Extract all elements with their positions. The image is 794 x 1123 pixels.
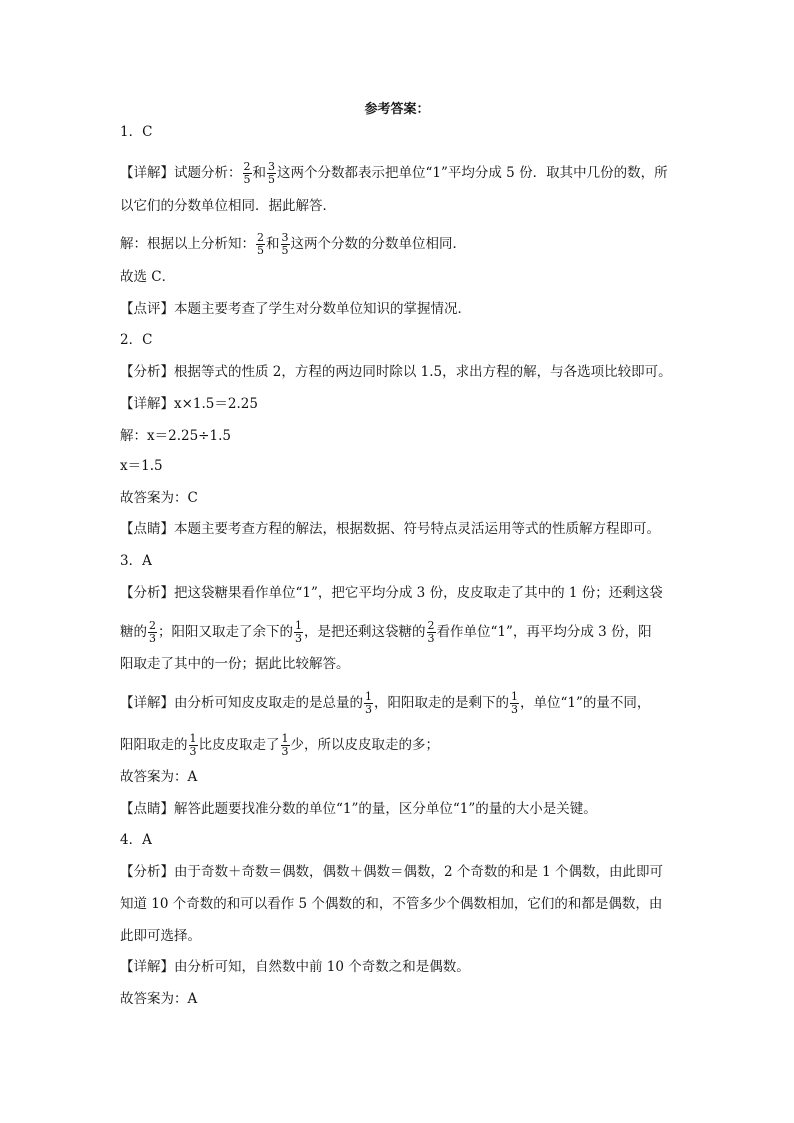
q2-solution-2: x＝1.5 [120, 458, 163, 474]
numerator: 2 [427, 619, 435, 632]
numerator: 2 [243, 160, 251, 173]
detail-tag: 【详解】 [120, 165, 174, 181]
text: 比皮皮取走了 [198, 737, 280, 753]
q1-solution-line [120, 232, 466, 257]
page-title: 参考答案： [364, 102, 430, 117]
text: 解答此题要找准分数的单位“1”的量，区分单位“1”的量的大小是关键。 [174, 801, 597, 817]
denominator: 3 [281, 745, 289, 758]
q4-analysis-line2: 知道 10 个奇数的和可以看作 5 个偶数的和，不管多少个偶数相加，它们的和都是偶数，由 [120, 896, 663, 912]
q2-answer: 故答案为：C [120, 490, 198, 506]
q3-detail-line2 [120, 733, 439, 758]
q1-label: 1．C [120, 124, 153, 140]
fraction [294, 620, 303, 645]
text: ；阳阳又取走了余下的 [158, 624, 293, 640]
text: 少，所以皮皮取走的多； [290, 737, 439, 753]
text: 解：根据以上分析知： [120, 236, 255, 252]
text: ，阳阳取走的是剩下的 [374, 695, 509, 711]
comment-tag: 【点评】 [120, 301, 174, 317]
text: 试题分析： [174, 165, 242, 181]
fraction [281, 232, 290, 257]
text: 这两个分数的分数单位相同． [290, 236, 466, 252]
text: 阳阳取走的 [120, 737, 188, 753]
remark-tag: 【点睛】 [120, 521, 174, 537]
fraction [243, 161, 252, 186]
numerator: 1 [365, 690, 372, 703]
text: 把这袋糖果看作单位“1”，把它平均分成 3 份，皮皮取走了其中的 1 份；还剩这袋 [174, 585, 663, 601]
q4-analysis-line3: 此即可选择。 [120, 928, 201, 944]
fraction [148, 620, 157, 645]
numerator: 3 [268, 160, 275, 173]
numerator: 2 [257, 231, 264, 244]
denominator: 5 [257, 244, 264, 257]
q4-analysis-line1 [120, 863, 663, 881]
q3-analysis-line1 [120, 584, 663, 602]
text: ，单位“1”的量不同， [520, 695, 651, 711]
analysis-tag: 【分析】 [120, 585, 174, 601]
text: 本题主要考查方程的解法，根据数据、符号特点灵活运用等式的性质解方程即可。 [174, 521, 660, 537]
q2-solution-1: 解：x＝2.25÷1.5 [120, 428, 231, 444]
q3-label: 3．A [120, 553, 152, 569]
detail-tag: 【详解】 [120, 396, 174, 412]
denominator: 5 [281, 244, 289, 257]
denominator: 5 [268, 173, 275, 186]
q1-choice: 故选 C． [120, 269, 176, 285]
q2-analysis [120, 363, 672, 381]
q3-remark [120, 800, 597, 818]
numerator: 1 [295, 619, 302, 632]
text: 由于奇数＋奇数＝偶数，偶数＋偶数＝偶数，2 个奇数的和是 1 个偶数，由此即可 [174, 864, 664, 880]
text: 看作单位“1”，再平均分成 3 份，阳 [436, 624, 652, 640]
denominator: 3 [511, 703, 518, 716]
fraction [281, 733, 290, 758]
fraction [267, 161, 276, 186]
detail-tag: 【详解】 [120, 959, 174, 975]
q3-detail-line1 [120, 691, 650, 716]
text: 本题主要考查了学生对分数单位知识的掌握情况． [174, 301, 471, 317]
text: 和 [252, 165, 266, 181]
fraction [256, 232, 265, 257]
numerator: 2 [149, 619, 156, 632]
denominator: 3 [427, 632, 435, 645]
numerator: 1 [281, 732, 289, 745]
q3-analysis-line2 [120, 620, 652, 645]
q2-label: 2．C [120, 332, 153, 348]
analysis-tag: 【分析】 [120, 364, 174, 380]
text: 由分析可知皮皮取走的是总量的 [174, 695, 363, 711]
numerator: 1 [511, 690, 518, 703]
text: 和 [266, 236, 280, 252]
q4-detail [120, 958, 470, 976]
numerator: 3 [281, 231, 289, 244]
denominator: 3 [295, 632, 302, 645]
denominator: 3 [149, 632, 156, 645]
fraction [427, 620, 436, 645]
q2-remark [120, 520, 660, 538]
numerator: 1 [189, 732, 197, 745]
text: ，是把还剩这袋糖的 [304, 624, 426, 640]
text: x×1.5＝2.25 [174, 396, 258, 412]
denominator: 5 [243, 173, 251, 186]
fraction [510, 691, 519, 716]
denominator: 3 [365, 703, 372, 716]
denominator: 3 [189, 745, 197, 758]
q2-detail [120, 395, 258, 413]
text: 糖的 [120, 624, 147, 640]
q3-answer: 故答案为：A [120, 769, 198, 785]
fraction [364, 691, 373, 716]
q1-detail-line2: 以它们的分数单位相同．据此解答． [120, 198, 336, 214]
fraction [189, 733, 198, 758]
remark-tag: 【点睛】 [120, 801, 174, 817]
q4-answer: 故答案为：A [120, 991, 198, 1007]
q1-comment [120, 300, 471, 318]
detail-tag: 【详解】 [120, 695, 174, 711]
q1-detail-line1 [120, 161, 668, 186]
text: 由分析可知，自然数中前 10 个奇数之和是偶数。 [174, 959, 470, 975]
q4-label: 4．A [120, 832, 152, 848]
q3-analysis-line3: 阳取走了其中的一份；据此比较解答。 [120, 656, 350, 672]
analysis-tag: 【分析】 [120, 864, 174, 880]
text: 根据等式的性质 2，方程的两边同时除以 1.5，求出方程的解，与各选项比较即可。 [174, 364, 672, 380]
text: 这两个分数都表示把单位“1”平均分成 5 份．取其中几份的数，所 [277, 165, 668, 181]
